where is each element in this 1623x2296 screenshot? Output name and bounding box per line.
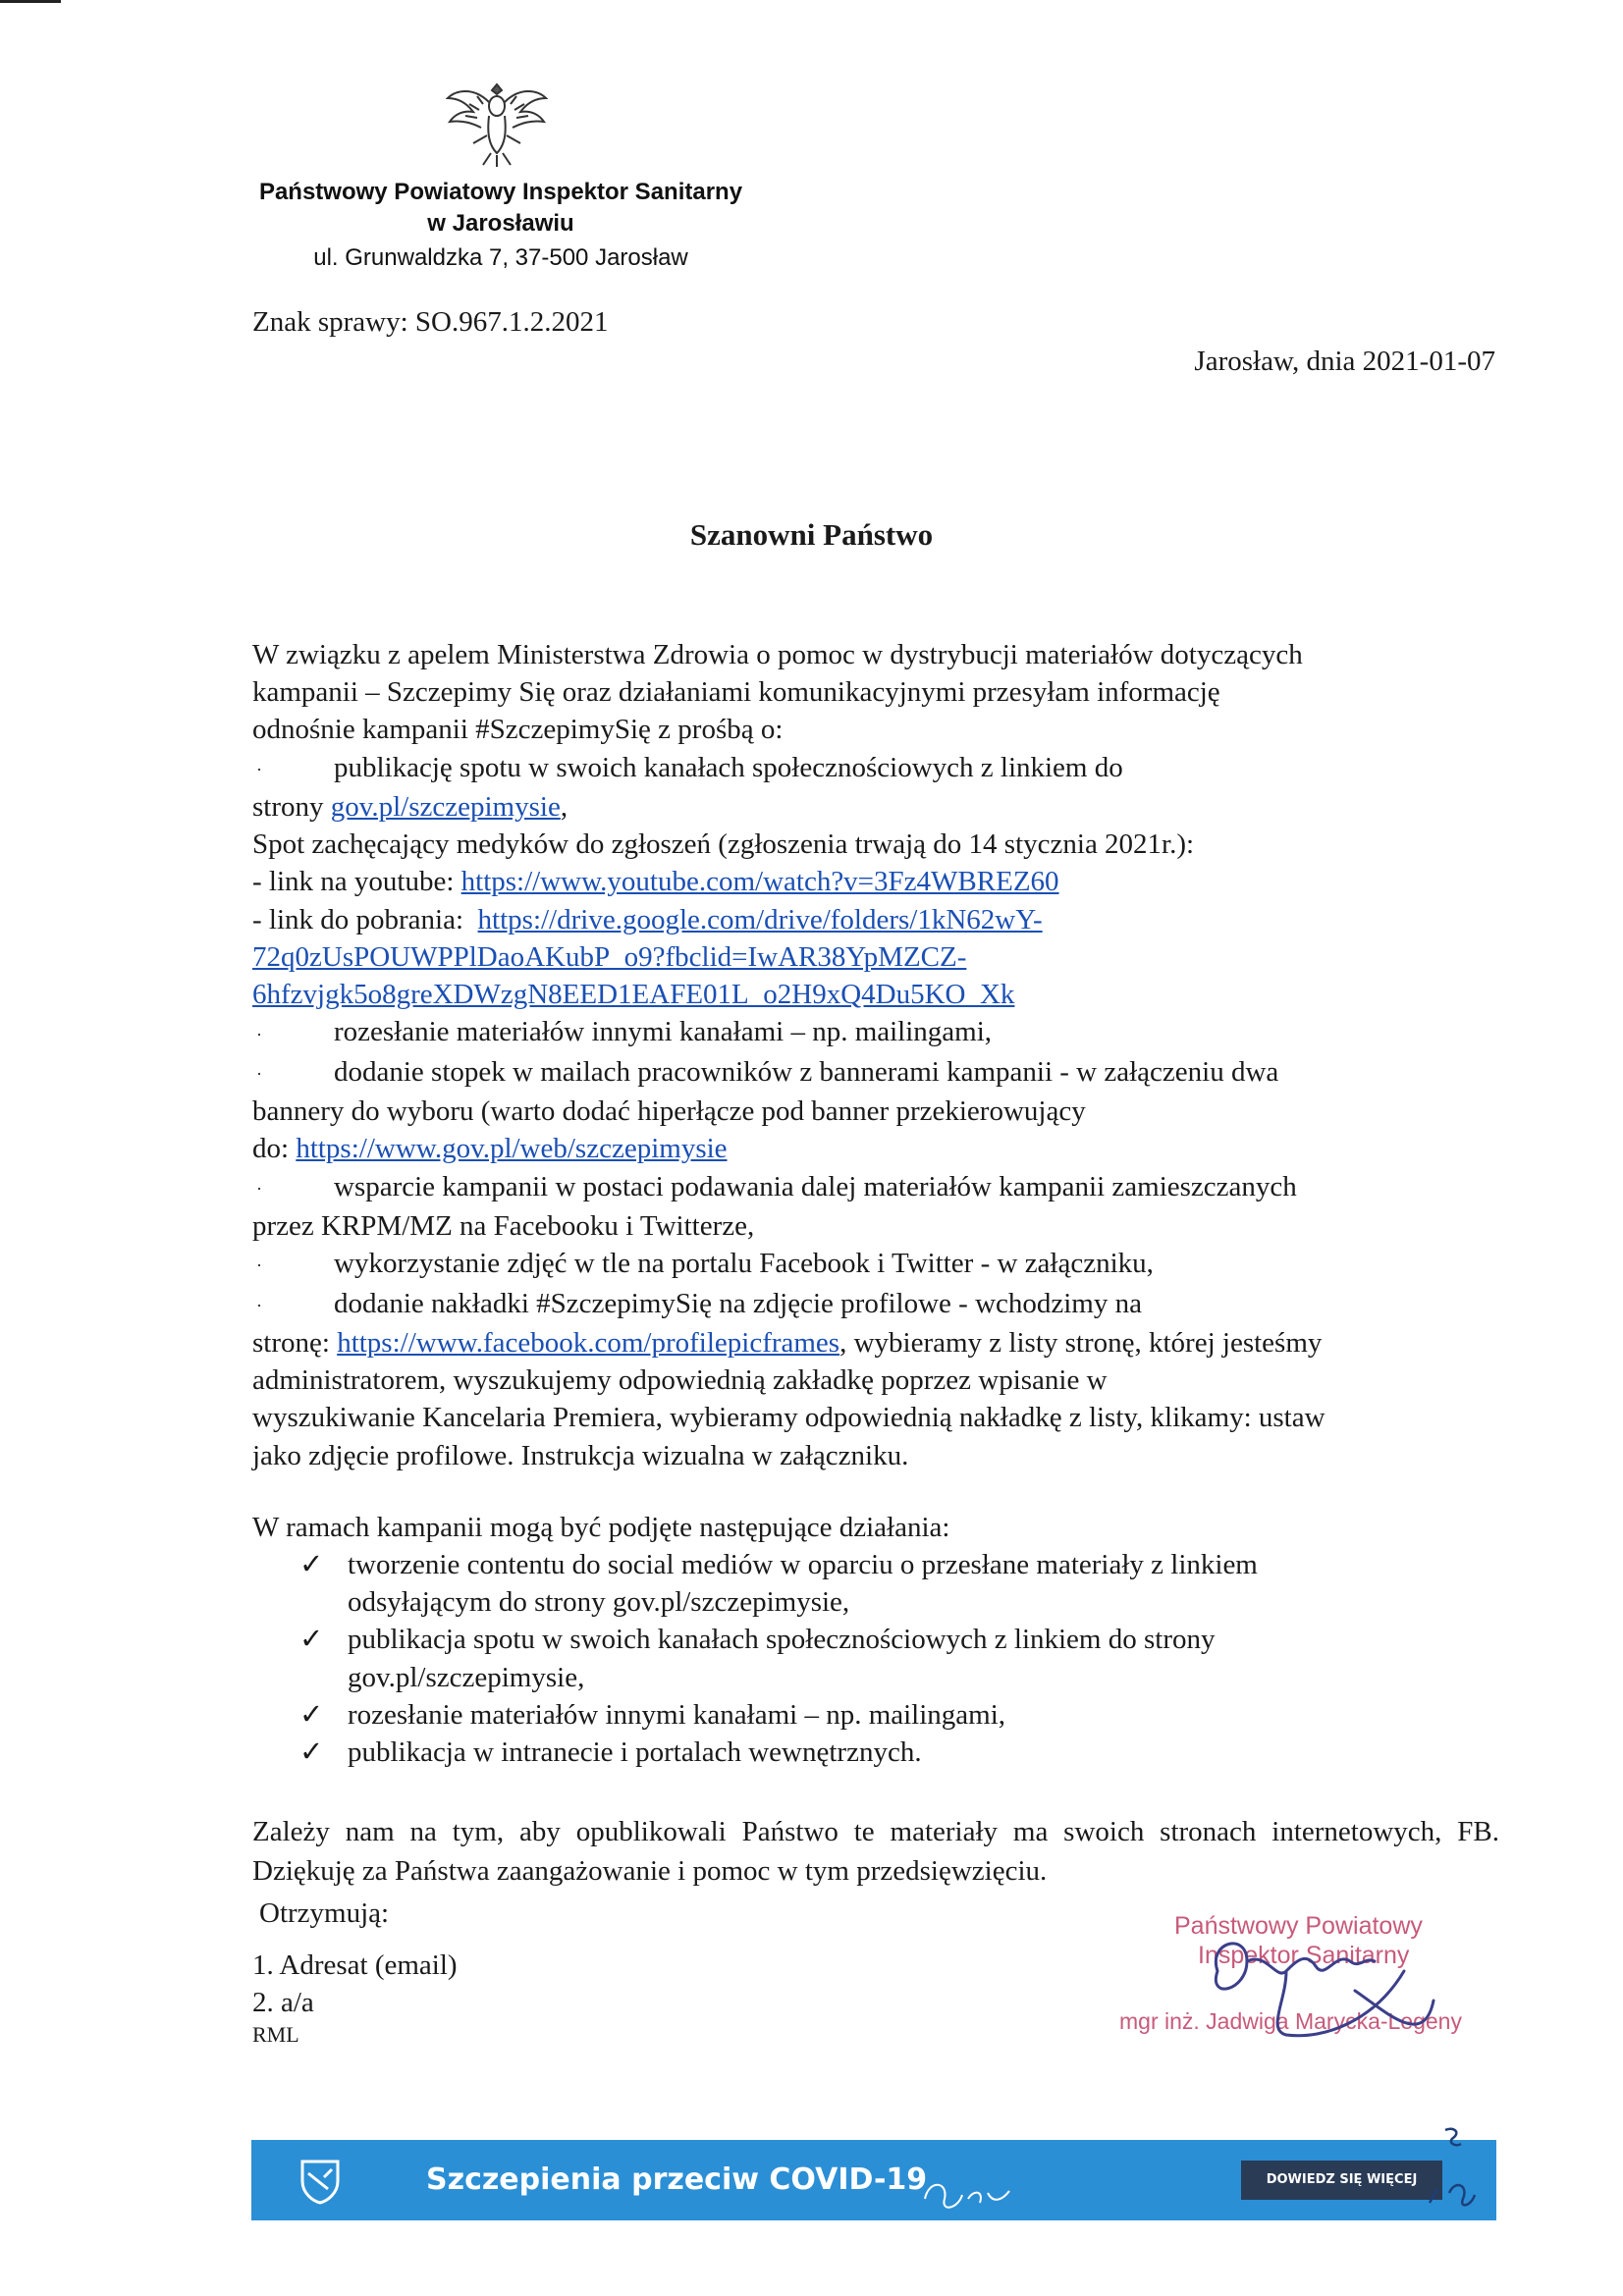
official-stamp [1119, 1912, 1512, 2059]
link-drive-part2[interactable]: 72q0zUsPOUWPPlDaoAKubP_o9?fbclid=IwAR38YpMZCZ- [252, 940, 967, 973]
action-item: ✓ tworzenie contentu do social mediów w oparciu o przesłane materiały z linkiem odsyłającym do strony gov.pl/szczepimysie, [252, 1546, 1499, 1621]
bullet-marker: · [256, 1295, 262, 1315]
action-item: ✓ publikacja w intranecie i portalach wewnętrznych. [252, 1734, 1499, 1771]
learn-more-button[interactable]: DOWIEDZ SIĘ WIĘCEJ [1241, 2161, 1442, 2200]
scan-corner-mark [0, 0, 61, 3]
actions-list [252, 1546, 1499, 1771]
recipient-item: 1. Adresat (email) [252, 1949, 458, 1981]
spot-line: Spot zachęcający medyków do zgłoszeń (zgłoszenia trwają do 14 stycznia 2021r.): [252, 828, 1195, 861]
checkmark-icon: ✓ [299, 1624, 324, 1656]
bullet-marker: · [256, 1178, 262, 1199]
action-item: ✓ publikacja spotu w swoich kanałach społecznościowych z linkiem do strony gov.pl/szczepimysie, [252, 1621, 1499, 1695]
bullet-support: · wsparcie kampanii w postaci podawania dalej materiałów kampanii zamieszczanych [252, 1168, 1499, 1207]
institution-name: Państwowy Powiatowy Inspektor Sanitarny [258, 179, 743, 205]
bullet-marker: · [256, 759, 262, 779]
doodle-mark [919, 2169, 1017, 2216]
link-gov-web-szczepimysie[interactable]: https://www.gov.pl/web/szczepimysie [296, 1133, 728, 1165]
link-youtube[interactable]: https://www.youtube.com/watch?v=3Fz4WBREZ60 [460, 866, 1059, 898]
institution-address: ul. Grunwaldzka 7, 37-500 Jarosław [313, 244, 688, 271]
bullet-background-photos: · wykorzystanie zdjęć w tle na portalu Facebook i Twitter - w załączniku, [252, 1245, 1499, 1284]
date-line: Jarosław, dnia 2021-01-07 [1194, 346, 1495, 377]
stamp-line2: Inspektor Sanitarny [1198, 1942, 1410, 1969]
checkmark-icon: ✓ [299, 1549, 324, 1581]
intro-line: W związku z apelem Ministerstwa Zdrowia o pomoc w dystrybucji materiałów dotyczących [252, 639, 1303, 670]
salutation: Szanowni Państwo [689, 517, 934, 552]
polish-eagle-emblem-icon [444, 77, 550, 171]
banner-title: Szczepienia przeciw COVID-19 [426, 2163, 928, 2197]
link-drive-part3[interactable]: 6hfzvjgk5o8greXDWzgN8EED1EAFE01L_o2H9xQ4Du5KO_Xk [252, 979, 1015, 1011]
stamp-line1: Państwowy Powiatowy [1174, 1912, 1423, 1940]
checkmark-icon: ✓ [299, 1736, 324, 1769]
institution-location: w Jarosławiu [427, 210, 574, 237]
checkmark-icon: ✓ [299, 1698, 324, 1731]
actions-intro: W ramach kampanii mogą być podjęte następujące działania: [252, 1511, 950, 1543]
covid-vaccination-banner[interactable] [251, 2140, 1496, 2220]
letter-body: W związku z apelem Ministerstwa Zdrowia o pomoc w dystrybucji materiałów dotyczących kampanii – Szczepimy Się oraz działaniami komunikacyjnymi przesyłam informację odnośnie kampanii #SzczepimySię z prośbą o: · publikację spotu w swoich kanałach społecznościowych z linkiem do strony gov.pl/szczepimysie, Spot zachęcający medyków do zgłoszeń (zgłoszenia trwają do 14 stycznia 2021r.): - link na youtube: https://www.youtube.com/watch?v=3Fz4WBREZ60 - link do pobrania: https://drive.google.com/drive/folders/1kN62wY- 72q0zUsPOUWPPlDaoAKubP_o9?fbclid=IwAR38YpMZCZ- 6hfzvjgk5o8greXDWzgN8EED1EAFE01L_o2H9xQ4Du5KO_Xk · rozesłanie materiałów innymi kanałami – np. mailingami, · dodanie stopek w mailach pracowników z bannerami kampanii - w załączeniu dwa bannery do wyboru (warto dodać hiperłącze pod banner przekierowujący do: https://www.gov.pl/web/szczepimysie · wsparcie kampanii w postaci podawania dalej materiałów kampanii zamieszczanych przez KRPM/MZ na Facebooku i Twitterze, · wykorzystanie zdjęć w tle na portalu Facebook i Twitter - w załączniku, · dodanie nakładki #SzczepimySię na zdjęcie profilowe - wchodzimy na stronę: https://www.facebook.com/profilepicframes, wybieramy z listy stronę, której jesteśmy administratorem, wyszukujemy odpowiednią zakładkę poprzez wpisanie w wyszukiwanie Kancelaria Premiera, wybieramy odpowiednią nakładkę z listy, klikamy: ustaw jako zdjęcie profilowe. Instrukcja wizualna w załączniku. W ramach kampanii mogą być podjęte następujące działania: ✓ tworzenie contentu do social mediów w oparciu o przesłane materiały z linkiem odsyłającym do strony gov.pl/szczepimysie, ✓ publikacja spotu w swoich kanałach społecznościowych z linkiem do strony gov.pl/szczepimysie, ✓ rozesłanie materiałów innymi kanałami – np. mailingami, ✓ publikacja w intranecie i portalach wewnętrznych. Zależy nam na tym, aby opublikowali Państwo te materiały ma swoich stronach internetowych, FB. Dziękuję za Państwa zaangażowanie i pomoc w tym przedsięwzięciu. Otrzymują: 1. Adresat (email) 2. a/a RML [252, 636, 1499, 2049]
link-facebook-profilepicframes[interactable]: https://www.facebook.com/profilepicframes [337, 1327, 840, 1360]
doodle-mark [1410, 2124, 1488, 2218]
action-item: ✓ rozesłanie materiałów innymi kanałami – np. mailingami, [252, 1696, 1499, 1734]
bullet-profile-overlay: · dodanie nakładki #SzczepimySię na zdjęcie profilowe - wchodzimy na [252, 1285, 1499, 1324]
closing-paragraph: Zależy nam na tym, aby opublikowali Państwo te materiały ma swoich stronach internetowych, FB. Dziękuję za Państwa zaangażowanie i pomoc w tym przedsięwzięciu. [252, 1816, 1499, 1888]
letterhead [177, 177, 825, 275]
author-initials: RML [252, 2021, 299, 2047]
case-reference: Znak sprawy: SO.967.1.2.2021 [252, 306, 609, 338]
stamp-signer: mgr inż. Jadwiga Marycka-Legeny [1119, 2008, 1462, 2034]
link-gov-szczepimysie[interactable]: gov.pl/szczepimysie [330, 791, 561, 824]
bullet-mailing: · rozesłanie materiałów innymi kanałami – np. mailingami, [252, 1013, 1499, 1052]
intro-line: odnośnie kampanii #SzczepimySię z prośbą o: [252, 714, 784, 746]
link-drive-part1[interactable]: https://drive.google.com/drive/folders/1kN62wY- [477, 903, 1043, 935]
shield-logo-icon [295, 2156, 346, 2207]
recipient-item: 2. a/a [252, 1986, 314, 2018]
bullet-marker: · [256, 1063, 262, 1084]
bullet-publish-spot: · publikację spotu w swoich kanałach społecznościowych z linkiem do [252, 749, 1499, 788]
recipients-label: Otrzymują: [259, 1897, 390, 1930]
intro-line: kampanii – Szczepimy Się oraz działaniami komunikacyjnymi przesyłam informację [252, 676, 1220, 709]
handwritten-signature [1178, 1912, 1453, 2059]
bullet-marker: · [256, 1255, 262, 1276]
bullet-marker: · [256, 1024, 262, 1044]
bullet-footer-banners: · dodanie stopek w mailach pracowników z bannerami kampanii - w załączeniu dwa [252, 1053, 1499, 1093]
